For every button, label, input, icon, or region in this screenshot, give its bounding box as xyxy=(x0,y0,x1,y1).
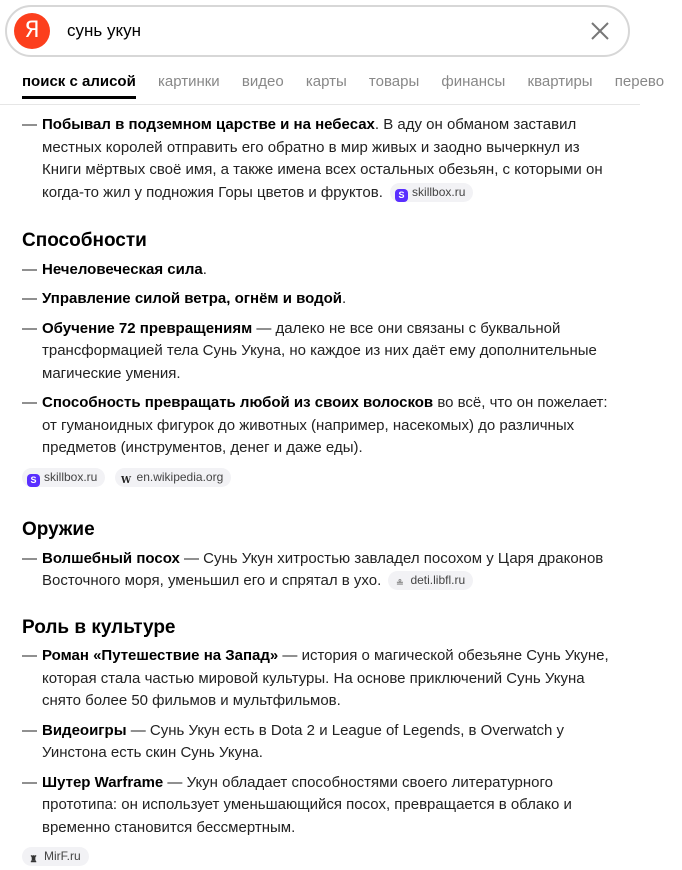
dash: — xyxy=(22,773,37,791)
item-text: — Сунь Укун есть в Dota 2 и League of Legends, в Overwatch у Уинстона есть скин Сунь Укуна. xyxy=(42,721,565,761)
item-bold: Обучение 72 превращениям xyxy=(42,319,253,337)
source-row xyxy=(19,467,622,490)
answer-content xyxy=(22,104,622,869)
yandex-logo[interactable]: Я xyxy=(14,13,50,49)
source-label: deti.libfl.ru xyxy=(410,573,466,587)
source-link-skillbox[interactable] xyxy=(390,183,473,202)
item-bold: Управление силой ветра, огнём и водой xyxy=(42,290,342,307)
dash: — xyxy=(22,319,37,337)
dash: — xyxy=(22,647,37,664)
item-text: — Сунь Укун хитростью завладел посохом у Царя драконов Восточного моря, уменьшил его и спрятал в ухо. xyxy=(42,549,604,589)
mirf-icon: ♜ xyxy=(29,854,38,864)
list-item xyxy=(22,772,622,840)
item-bold: Роман «Путешествие на Запад» xyxy=(42,647,279,664)
search-input[interactable]: сунь укун xyxy=(67,21,141,40)
list-item xyxy=(22,288,622,311)
list-item xyxy=(22,645,622,713)
section-title: Роль в культуре xyxy=(22,616,176,638)
skillbox-icon: S xyxy=(395,189,408,202)
tab-alice[interactable]: поиск с алисой xyxy=(22,73,136,90)
list-item xyxy=(22,548,622,593)
item-bold: Шутер Warframe xyxy=(42,773,164,791)
source-label: skillbox.ru xyxy=(44,469,98,484)
library-icon: ≗ xyxy=(396,578,404,588)
item-bold: Нечеловеческая сила xyxy=(42,260,203,278)
search-tabs xyxy=(22,73,682,95)
wikipedia-icon: W xyxy=(120,475,132,486)
source-link-libfl[interactable] xyxy=(388,571,473,590)
close-icon[interactable] xyxy=(590,21,610,41)
item-text: . xyxy=(341,290,347,307)
source-label: en.wikipedia.org xyxy=(136,469,224,484)
item-text: . xyxy=(202,260,207,278)
source-label: MirF.ru xyxy=(44,849,81,863)
tab-translate[interactable]: перево xyxy=(614,73,665,90)
item-bold: Волшебный посох xyxy=(42,549,180,567)
item-bold: Побывал в подземном царстве и на небесах xyxy=(42,116,375,133)
tab-realty[interactable]: квартиры xyxy=(527,73,593,90)
item-text: . В аду он обманом заставил местных королей отправить его обратно в мир живых и заодно вычеркнул из Книги мёртвых своё имя, а также имена всех остальных обезьян, с которыми он когда-то жил у подножия Горы цветов и фруктов. xyxy=(42,116,603,201)
dash: — xyxy=(22,549,37,567)
tab-goods[interactable]: товары xyxy=(368,73,420,90)
tab-finance[interactable]: финансы xyxy=(441,73,506,90)
item-text: — Укун обладает способностями своего литературного прототипа: он использует уменьшающийся посох, превращается в облако и временно становится бессмертным. xyxy=(42,773,572,836)
item-text: во всё, что он пожелает: от гуманоидных фигурок до животных (например, насекомых) до различных предметов (инструментов, денег и даже еды). xyxy=(42,394,608,456)
dash: — xyxy=(22,116,37,133)
source-row xyxy=(19,846,622,869)
section-title: Способности xyxy=(22,230,147,251)
dash: — xyxy=(22,394,37,411)
dash: — xyxy=(22,721,37,739)
source-link-wikipedia[interactable] xyxy=(115,468,232,487)
dash: — xyxy=(22,290,37,307)
tab-video[interactable]: видео xyxy=(241,73,284,90)
source-label: skillbox.ru xyxy=(412,184,466,199)
list-item xyxy=(22,720,622,765)
list-item xyxy=(22,259,622,282)
item-text: — далеко не все они связаны с буквальной трансформацией тела Сунь Укуна, но каждое из них даёт ему дополнительные магические умения. xyxy=(42,319,597,382)
search-box[interactable] xyxy=(5,5,630,57)
dash: — xyxy=(22,260,37,278)
list-item xyxy=(22,114,622,204)
list-item xyxy=(22,392,622,460)
item-text: — история о магической обезьяне Сунь Укуне, которая стала частью мировой культуры. На основе приключений Сунь Укуна снято более 50 фильмов и мультфильмов. xyxy=(42,647,609,709)
tab-images[interactable]: картинки xyxy=(157,73,220,90)
list-item xyxy=(22,318,622,386)
section-title: Оружие xyxy=(22,519,95,540)
tab-maps[interactable]: карты xyxy=(305,73,347,90)
skillbox-icon: S xyxy=(27,474,40,487)
source-link-skillbox[interactable] xyxy=(22,468,105,487)
item-bold: Видеоигры xyxy=(42,721,127,739)
search-header xyxy=(0,0,665,105)
item-bold: Способность превращать любой из своих волосков xyxy=(42,394,434,411)
source-link-mirf[interactable] xyxy=(22,847,89,866)
